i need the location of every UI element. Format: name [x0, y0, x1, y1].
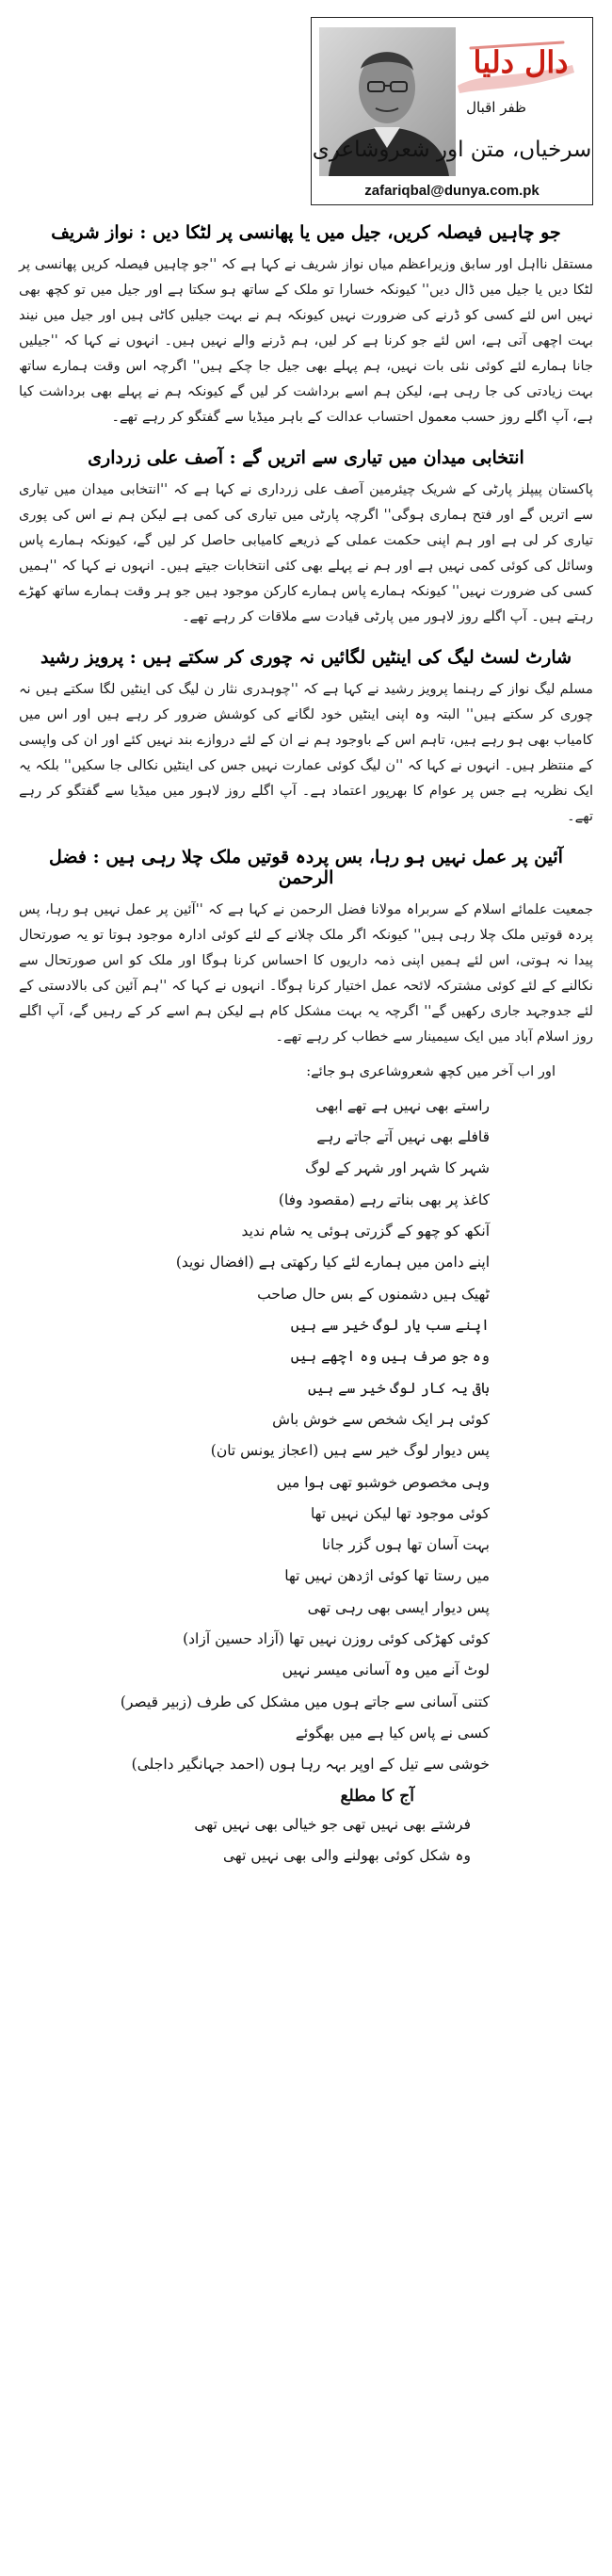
closing-verse-line: فرشتے بھی نہیں تھی جو خیالی بھی نہیں تھی: [194, 1815, 471, 1833]
author-name: ظفر اقبال: [466, 99, 526, 116]
author-email: zafariqbal@dunya.com.pk: [364, 183, 540, 199]
verse-line: باقی یہ کار لوگ خیر سے ہیں: [307, 1379, 490, 1397]
verse-line: کسی نے پاس کیا ہے میں بھگوئے: [295, 1725, 490, 1742]
verse-line: میں رستا تھا کوئی اژدھن نہیں تھا: [284, 1567, 490, 1585]
verse-line: وہ جو صرف ہیں وہ اچھے ہیں: [290, 1348, 490, 1366]
article-body: مسلم لیگ نواز کے رہنما پرویز رشید نے کہا ہے کہ ''چوہدری نثار ن لیگ کی اینٹیں لگا سکتے ہیں نہ چوری کر سکتے ہیں'' البتہ وہ اپنی اینٹیں خود لگانے کی کوشش ضرور کر رہے ہیں اور اس میں کامیاب بھی ہو رہے ہیں، تاہم اس کے باوجود ہم نے ان کے لئے دروازے بند نہیں کئے اور ان کی واپسی کے منتظر ہیں۔ انہوں نے کہا کہ ''ن لیگ کوئی عمارت نہیں جس کی اینٹیں نکالی جا سکیں'' بلکہ یہ ایک نظریہ ہے جس پر عوام کا بھرپور اعتماد ہے۔ آپ اگلے روز لاہور میں میڈیا سے گفتگو کر رہے تھے۔: [19, 680, 593, 824]
article-heading: جو چاہیں فیصلہ کریں، جیل میں یا پھانسی پر لٹکا دیں : نواز شریف: [51, 222, 561, 243]
verse-line: کوئی ہر ایک شخص سے خوش باش: [272, 1410, 490, 1428]
verse-line: خوشی سے تیل کے اوپر بہہ رہا ہوں (احمد جہانگیر داجلی): [131, 1756, 490, 1774]
verse-line: کتنی آسانی سے جاتے ہوں میں مشکل کی طرف (زبیر قیصر): [120, 1693, 490, 1710]
verse-line: اپنے دامن میں ہمارے لئے کیا رکھتی ہے (افضال نوید): [175, 1254, 490, 1272]
verse-line: پس دیوار ایسی بھی رہی تھی: [307, 1598, 490, 1616]
verse-line: لوٹ آنے میں وہ آسانی میسر نہیں: [282, 1661, 490, 1679]
verse-line: ٹھیک ہیں دشمنوں کے بس حال صاحب: [257, 1285, 490, 1303]
poetry-intro: اور اب آخر میں کچھ شعروشاعری ہو جائے:: [306, 1062, 556, 1079]
verse-line: بہت آسان تھا ہوں گزر جانا: [321, 1536, 490, 1554]
verse-line: کوئی کھڑکی کوئی روزن نہیں تھا (آزاد حسین آزاد): [183, 1630, 490, 1648]
verse-line: آنکھ کو چھو کے گزرتی ہوئی یہ شام ندید: [241, 1223, 490, 1240]
article-heading: انتخابی میدان میں تیاری سے اتریں گے : آصف علی زرداری: [88, 446, 524, 468]
verse-line: اپنے سب یار لوگ خیر سے ہیں: [290, 1316, 490, 1334]
verse-line: کوئی موجود تھا لیکن نہیں تھا: [310, 1504, 490, 1522]
column-brand-box: [311, 17, 593, 205]
closing-verse-line: وہ شکل کوئی بھولنے والی بھی نہیں تھی: [223, 1846, 471, 1864]
verse-line: قافلے بھی نہیں آتے جاتے رہے: [316, 1128, 490, 1146]
column-content: [19, 222, 593, 1871]
verse-line: وہی مخصوص خوشبو تھی ہوا میں: [276, 1473, 490, 1491]
verse-line: کاغذ پر بھی بناتے رہے (مقصود وفا): [278, 1191, 490, 1208]
article-body: مستقل نااہل اور سابق وزیراعظم میاں نواز شریف نے کہا ہے کہ ''جو چاہیں فیصلہ کریں پھانسی پر لٹکا دیں یا جیل میں ڈال دیں'' کیونکہ خسارا تو ملک کے ساتھ ہو سکتا ہے اور جیل میں تو کچھ بھی نہیں اس لئے کسی کو ڈرنے کی ضرورت نہیں کیونکہ ہم نے بہت جیلیں کاٹی ہیں اور جیل میں نیند بہت اچھی آتی ہے، اس لئے جو کرنا ہے کر لیں، ہم ڈرنے والے نہیں ہیں۔ انہوں نے کہا کہ ''جیلیں جانا ہمارے لئے کوئی نئی بات نہیں، ہم پہلے بھی جیل جا چکے ہیں'' اگرچہ اس وقت ہمارے ساتھ بہت زیادتی کی جا رہی ہے، لیکن ہم اسے برداشت کر لیں گے کیونکہ ہم نے پہلے بھی برداشت کیا ہے، آپ اگلے روز حسب معمول احتساب عدالت کے باہر میڈیا سے گفتگو کر رہے تھے۔: [19, 256, 593, 425]
article-heading: شارٹ لسٹ لیگ کی اینٹیں لگائیں نہ چوری کر سکتے ہیں : پرویز رشید: [40, 646, 572, 668]
column-brand-title: دال دلیا: [473, 44, 569, 80]
masthead: [19, 17, 593, 205]
article-body: پاکستان پیپلز پارٹی کے شریک چیئرمین آصف علی زرداری نے کہا ہے کہ ''انتخابی میدان میں تیاری سے اتریں گے اور فتح ہماری ہوگی'' اگرچہ پارٹی میں تیاری کی کمی ہے لیکن ہم نے اس کی پوری تیاری کر لی ہے اور ہم اپنی حکمت عملی کے ذریعے کامیابی حاصل کر لیں گے، کیونکہ ہمارے پاس وسائل کی کوئی کمی نہیں ہے اور ہم نے پہلے بھی کئی انتخابات جیتے ہیں۔ انہوں نے کہا کہ ''ہمیں کسی کی ضرورت نہیں'' کیونکہ ہمارے پاس ہمارے کارکن موجود ہیں جو ہر وقت ہمارے ساتھ کھڑے رہتے ہیں۔ آپ اگلے روز لاہور میں پارٹی قیادت سے ملاقات کر رہے تھے۔: [19, 480, 593, 624]
verse-line: شہر کا شہر اور شہر کے لوگ: [305, 1159, 490, 1177]
article-body: جمعیت علمائے اسلام کے سربراہ مولانا فضل الرحمن نے کہا ہے کہ ''آئین پر عمل نہیں ہو رہا، پس پردہ قوتیں ملک چلا رہی ہیں'' کیونکہ اگر ملک چلانے کے لئے کوئی ادارہ موجود ہوتا تو یہ صورتحال پیدا نہ ہوتی، اس لئے ہمیں اپنی ذمہ داریوں کا احساس کرنا ہوگا اور ملک کو اس صورتحال سے نکالنے کے لئے کوئی مشترکہ لائحہ عمل اختیار کرنا ہوگا۔ انہوں نے کہا کہ ''ہم آئین کی بالادستی کے لئے جدوجہد جاری رکھیں گے'' اگرچہ یہ بہت مشکل کام ہے لیکن ہم اسے کر کے رہیں گے، آپ اگلے روز اسلام آباد میں ایک سیمینار سے خطاب کر رہے تھے۔: [19, 900, 593, 1045]
verse-line: پس دیوار لوگ خیر سے ہیں (اعجاز یونس تان): [210, 1442, 490, 1460]
verse-line: راستے بھی نہیں ہے تھے ابھی: [315, 1096, 490, 1114]
column-title: سرخیاں، متن اور شعروشاعری: [312, 138, 592, 162]
poetry-section: [19, 1058, 593, 1872]
closing-heading: آج کا مطلع: [340, 1786, 414, 1806]
article-heading: آئین پر عمل نہیں ہو رہا، بس پردہ قوتیں ملک چلا رہی ہیں : فضل الرحمن: [49, 846, 563, 888]
